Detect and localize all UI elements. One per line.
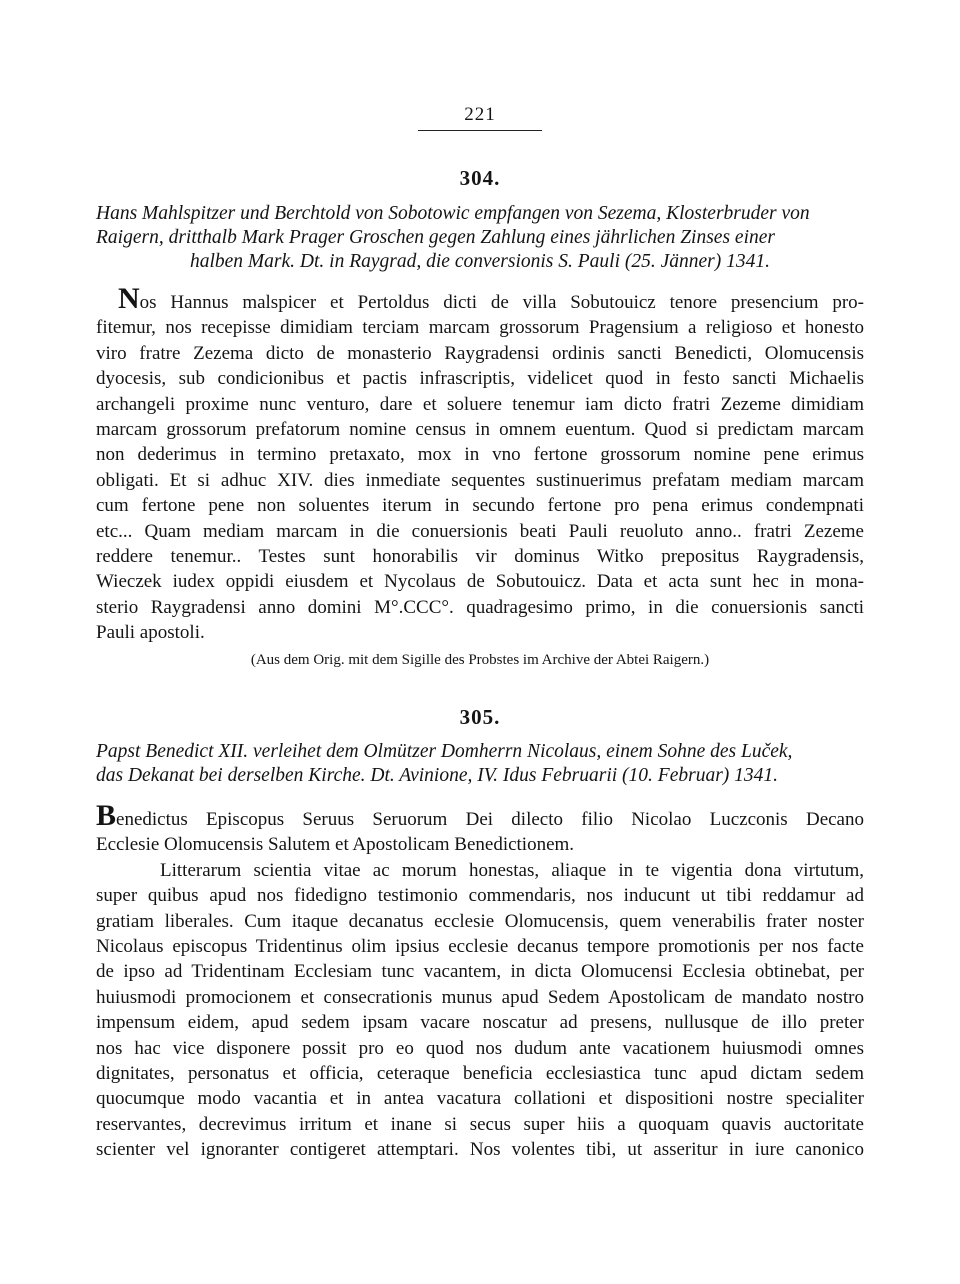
text-line: viro fratre Zezema dicto de monasterio Raygradensi ordinis sancti Benedicti, Olomucensis xyxy=(96,342,864,364)
document-304-regest xyxy=(96,202,864,274)
text-line: non dederimus in termino pretaxato, mox in vno fertone grossorum nomine pene erimus xyxy=(96,444,864,466)
first-line-text: enedictus Episcopus Seruus Seruorum Dei dilecto filio Nicolao Luczconis Decano xyxy=(116,809,864,830)
initial-letter: N xyxy=(118,282,140,315)
document-305-regest xyxy=(96,740,864,788)
text-line: de ipso ad Tridentinam Ecclesiam tunc vacantem, in dicta Olomucensi Ecclesia obtinebat, per xyxy=(96,961,864,983)
regest-line: halben Mark. Dt. in Raygrad, die conversionis S. Pauli (25. Jänner) 1341. xyxy=(189,251,771,272)
text-line: huiusmodi promocionem et consecrationis munus apud Sedem Apostolicam de mandato nostro xyxy=(96,986,864,1008)
first-line-text: os Hannus malspicer et Pertoldus dicti de villa Sobutouicz tenore presencium pro- xyxy=(139,292,864,313)
document-304-text xyxy=(96,282,864,646)
text-line: marcam grossorum prefatorum nomine census in omnem euentum. Quod si predictam marcam xyxy=(96,419,864,441)
regest-line: Hans Mahlspitzer und Berchtold von Sobotowic empfangen von Sezema, Klosterbruder von xyxy=(96,203,810,224)
regest-line: Raigern, dritthalb Mark Prager Groschen gegen Zahlung eines jährlichen Zinses einer xyxy=(96,227,775,248)
text-line: Litterarum scientia vitae ac morum honestas, aliaque in te vigentia dona virtutum, xyxy=(160,859,864,881)
text-line: reddere tenemur.. Testes sunt honorabilis vir dominus Witko prepositus Raygradensis, xyxy=(96,546,864,568)
text-line xyxy=(96,282,864,315)
text-line: nos hac vice disponere possit pro eo quod nos dudum ante vacationem huiusmodi omnes xyxy=(96,1037,864,1059)
document-304-source-note: (Aus dem Orig. mit dem Sigille des Probstes im Archive der Abtei Raigern.) xyxy=(250,652,710,668)
text-line: dyocesis, sub condicionibus et pactis infrascriptis, videlicet quod in festo sancti Michaelis xyxy=(96,368,864,390)
text-line: reservantes, decrevimus irritum et inane si secus super hiis a quoquam quavis auctoritate xyxy=(96,1113,864,1135)
text-line: Wieczek iudex oppidi eiusdem et Nycolaus de Sobutouicz. Data et acta sunt hec in mona- xyxy=(96,571,864,593)
text-line: gratiam liberales. Cum itaque decanatus ecclesie Olomucensis, quem venerabilis frater noster xyxy=(96,910,864,932)
text-line: archangeli proxime nunc venturo, dare et soluere tenemur iam dicto fratri Zezeme dimidiam xyxy=(96,393,864,415)
text-line: super quibus apud nos fidedigno testimonio commendaris, nos inducunt ut tibi reddamur ad xyxy=(96,885,864,907)
text-line: Nicolaus episcopus Tridentinus olim ipsius ecclesie decanus tempore promotionis per nos facte xyxy=(96,936,864,958)
document-305-number: 305. xyxy=(459,705,501,729)
text-line: quocumque modo vacantia et in antea vacatura collationi et dispositioni nostre specialiter xyxy=(96,1088,864,1110)
page-number: 221 xyxy=(464,104,496,125)
text-line: scienter vel ignoranter contigeret attemptari. Nos volentes tibi, ut asseritur in iure canonico xyxy=(96,1139,864,1161)
initial-letter: B xyxy=(96,799,117,832)
document-305-text xyxy=(96,799,864,1163)
document-304-number: 304. xyxy=(459,166,501,190)
text-line: Pauli apostoli. xyxy=(96,622,205,644)
text-line: Ecclesie Olomucensis Salutem et Apostolicam Benedictionem. xyxy=(96,834,575,856)
text-line xyxy=(96,799,864,832)
text-line: etc... Quam mediam marcam in die conuersionis beati Pauli reuoluto anno.. fratri Zezeme xyxy=(96,520,864,542)
text-line: cum fertone pene non soluentes iterum in secundo fertone pro pena erimus condempnati xyxy=(96,495,864,517)
text-line: obligati. Et si adhuc XIV. dies inmediate sequentes sustinuerimus prefatam mediam marcam xyxy=(96,469,864,491)
page-number-rule xyxy=(418,130,542,131)
text-line: impensum eidem, apud sedem ipsam vacare noscatur ad presens, nullusque de illo preter xyxy=(96,1012,864,1034)
text-line: dignitates, personatus et officia, ceteraque beneficia ecclesiastica tunc apud dictam sedem xyxy=(96,1063,864,1085)
regest-line: das Dekanat bei derselben Kirche. Dt. Avinione, IV. Idus Februarii (10. Februar) 1341. xyxy=(96,765,779,786)
regest-line: Papst Benedict XII. verleihet dem Olmützer Domherrn Nicolaus, einem Sohne des Luček, xyxy=(96,741,793,762)
text-line: fitemur, nos recepisse dimidiam terciam marcam grossorum Pragensium a religioso et honesto xyxy=(96,317,864,339)
text-line: sterio Raygradensi anno domini M°.CCC°. quadragesimo primo, in die conuersionis sancti xyxy=(96,596,864,618)
